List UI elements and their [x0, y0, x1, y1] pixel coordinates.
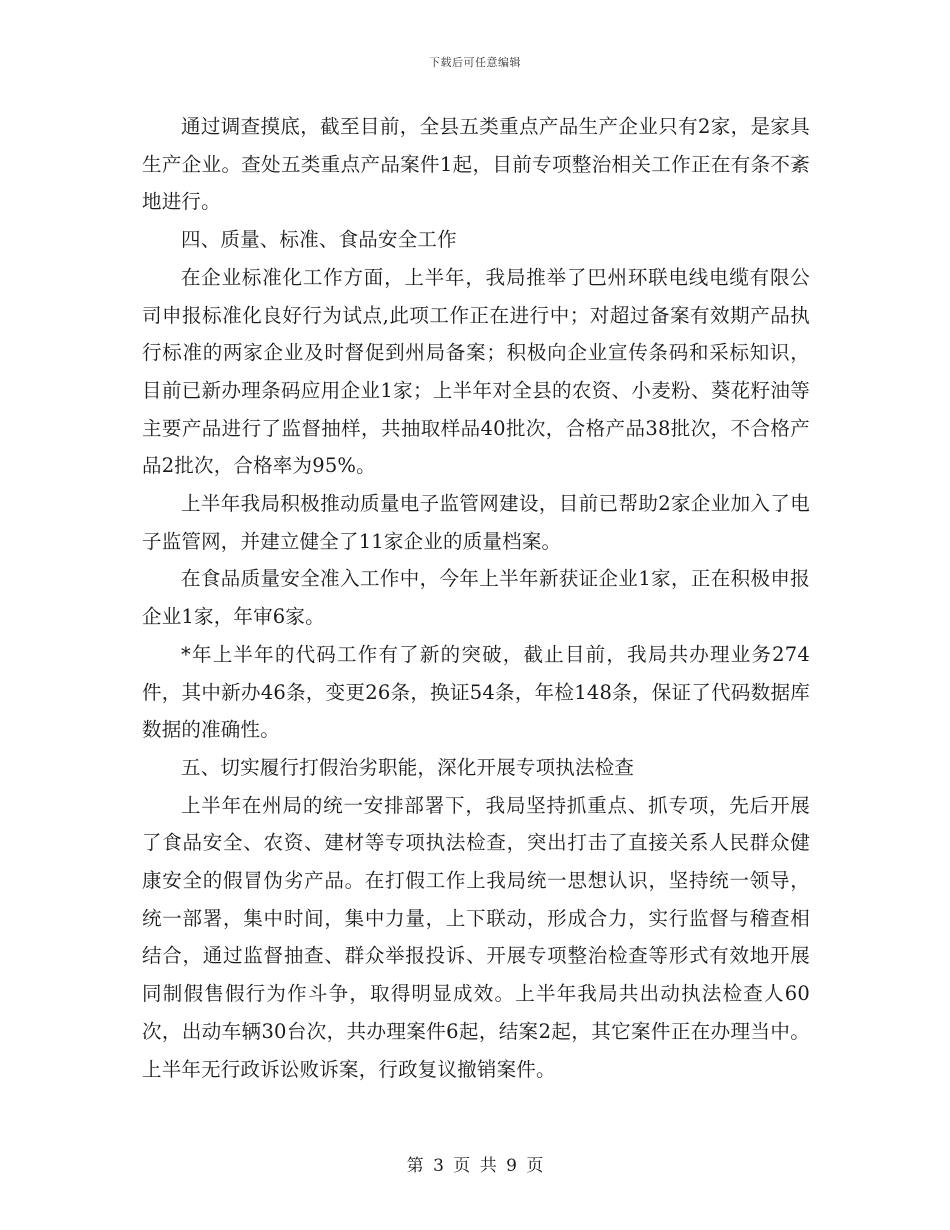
paragraph-enforcement: 上半年在州局的统一安排部署下，我局坚持抓重点、抓专项，先后开展了食品安全、农资、建材等专项执法检查，突出打击了直接关系人民群众健康安全的假冒伪劣产品。在打假工作上我局统一思想认识，坚持统一领导，统一部署，集中时间，集中力量，上下联动，形成合力，实行监督与稽查相结合，通过监督抽查、群众举报投诉、开展专项整治检查等形式有效地开展同制假售假行为作斗争，取得明显成效。上半年我局共出动执法检查人60次，出动车辆30台次，共办理案件6起，结案2起，其它案件正在办理当中。上半年无行政诉讼败诉案，行政复议撤销案件。	[142, 793, 810, 1081]
page-number-footer: 第 3 页 共 9 页	[406, 1156, 544, 1176]
paragraph-food-safety: 在食品质量安全准入工作中，今年上半年新获证企业1家，正在积极申报企业1家，年审6家。	[142, 567, 810, 629]
document-body	[142, 108, 810, 1088]
section-heading-quality: 四、质量、标准、食品安全工作	[181, 228, 457, 252]
paragraph-code-work: *年上半年的代码工作有了新的突破，截止目前，我局共办理业务274件，其中新办46条，变更26条，换证54条，年检148条，保证了代码数据库数据的准确性。	[142, 642, 810, 742]
paragraph-product-survey: 通过调查摸底，截至目前，全县五类重点产品生产企业只有2家，是家具生产企业。查处五类重点产品案件1起，目前专项整治相关工作正在有条不紊地进行。	[142, 115, 810, 214]
page-header: 下载后可任意编辑	[429, 56, 521, 69]
paragraph-standardization: 在企业标准化工作方面，上半年，我局推举了巴州环联电线电缆有限公司申报标准化良好行为试点,此项工作正在进行中；对超过备案有效期产品执行标准的两家企业及时督促到州局备案；积极向企业宣传条码和采标知识，目前已新办理条码应用企业1家；上半年对全县的农资、小麦粉、葵花籽油等主要产品进行了监督抽样，共抽取样品40批次，合格产品38批次，不合格产品2批次，合格率为95%。	[142, 265, 810, 478]
paragraph-e-supervision: 上半年我局积极推动质量电子监管网建设，目前已帮助2家企业加入了电子监管网，并建立健全了11家企业的质量档案。	[142, 492, 810, 553]
section-heading-anti-counterfeit: 五、切实履行打假治劣职能，深化开展专项执法检查	[181, 755, 635, 779]
